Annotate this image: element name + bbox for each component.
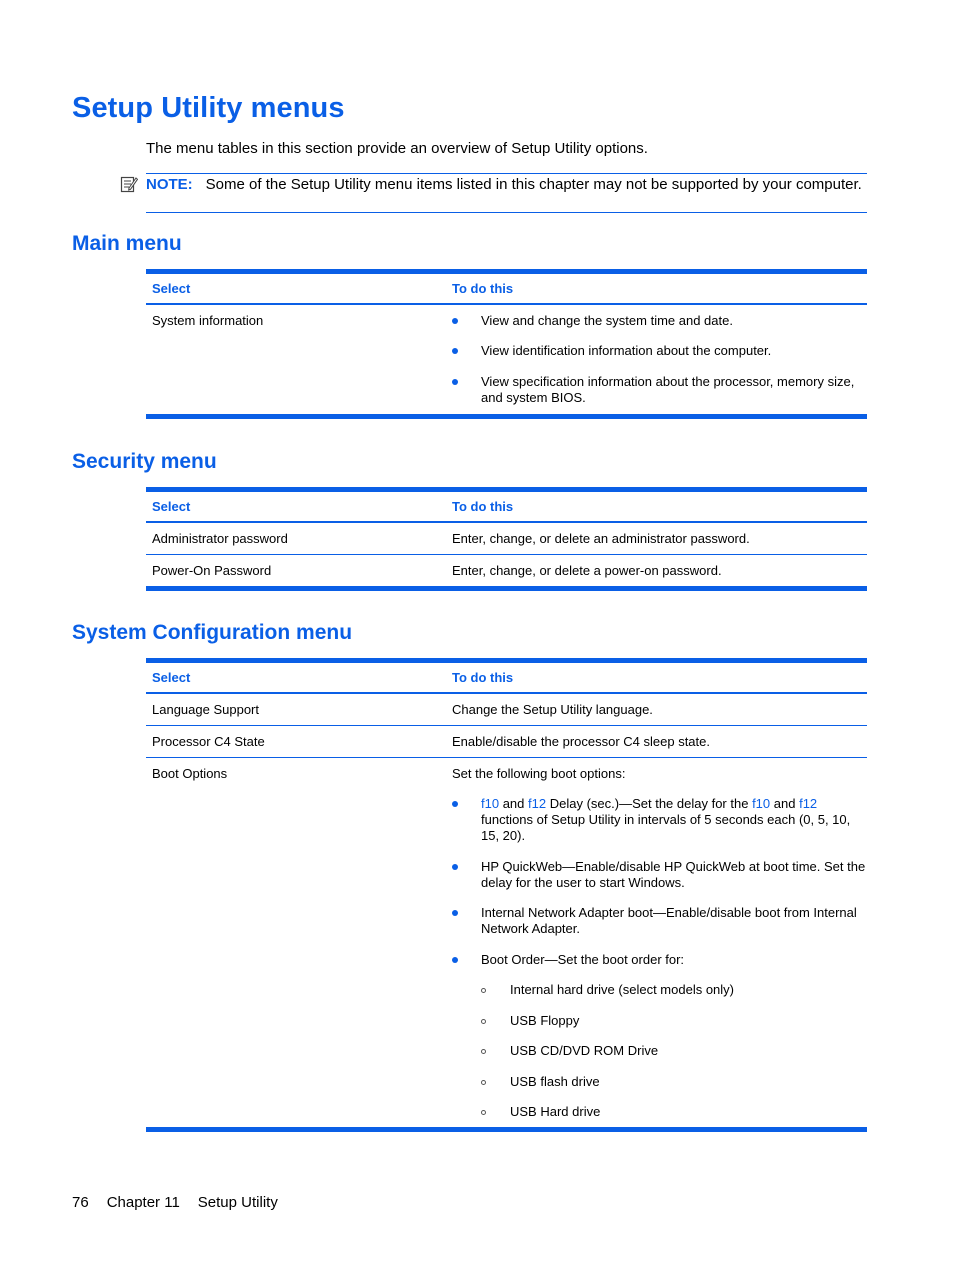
row-action: Enter, change, or delete a power-on password.: [452, 563, 722, 578]
table-row: [146, 758, 867, 1127]
list-item: [481, 1074, 867, 1090]
column-header-action: To do this: [452, 670, 514, 685]
sysconfig-menu-heading: System Configuration menu: [72, 621, 353, 644]
note-text: Some of the Setup Utility menu items listed in this chapter may not be supported by your computer.: [205, 176, 862, 193]
sub-bullet-icon: [481, 988, 486, 993]
intro-text: The menu tables in this section provide an overview of Setup Utility options.: [146, 140, 648, 157]
key-f12: f12: [528, 796, 547, 811]
list-item: [481, 1043, 867, 1059]
column-header-select: Select: [152, 281, 191, 296]
table-row: [146, 555, 867, 586]
row-select: Power-On Password: [152, 563, 272, 578]
table-row: [146, 523, 867, 555]
row-action: Enable/disable the processor C4 sleep state.: [452, 734, 710, 749]
list-item-text: Delay (sec.)—Set the delay for the: [549, 796, 749, 811]
list-item: [452, 905, 867, 937]
list-item-text: Boot Order—Set the boot order for:: [481, 952, 685, 967]
page-title: Setup Utility menus: [72, 92, 345, 124]
page-number: 76: [72, 1194, 89, 1211]
bullet-icon: [452, 379, 458, 385]
list-item: [452, 313, 867, 329]
boot-order-list: [481, 982, 867, 1120]
list-item-text: functions of Setup Utility in intervals of 5 seconds each (0, 5, 10, 15, 20).: [481, 812, 851, 843]
list-item: [452, 952, 867, 1120]
security-menu-heading: Security menu: [72, 450, 217, 473]
security-menu-table: [146, 487, 867, 591]
bullet-icon: [452, 910, 458, 916]
list-item-text: and: [773, 796, 796, 811]
list-item: [452, 374, 867, 406]
table-row: [146, 694, 867, 726]
row-select: Boot Options: [152, 766, 228, 781]
list-item: [452, 796, 867, 844]
list-item-text: HP QuickWeb—Enable/disable HP QuickWeb at boot time. Set the delay for the user to start Windows.: [481, 859, 866, 890]
column-header-action: To do this: [452, 281, 514, 296]
note-label: NOTE:: [146, 176, 193, 193]
bullet-icon: [452, 318, 458, 324]
row-action: [446, 305, 867, 414]
list-item-text: View and change the system time and date.: [481, 313, 733, 328]
column-header-select: Select: [152, 499, 191, 514]
row-action: [446, 758, 867, 1127]
list-item-text: Internal Network Adapter boot—Enable/disable boot from Internal Network Adapter.: [481, 905, 857, 936]
list-item-text: USB flash drive: [510, 1073, 600, 1089]
table-header: [146, 663, 867, 694]
sub-bullet-icon: [481, 1080, 486, 1085]
sub-bullet-icon: [481, 1049, 486, 1054]
list-item-text: Internal hard drive (select models only): [510, 982, 734, 997]
row-select: System information: [152, 313, 264, 328]
table-row: [146, 305, 867, 414]
bullet-icon: [452, 957, 458, 963]
bullet-icon: [452, 801, 458, 807]
key-f10: f10: [481, 796, 500, 811]
bullet-list: [452, 313, 867, 406]
bullet-icon: [452, 348, 458, 354]
bullet-list: [452, 796, 867, 1120]
list-item-text: View identification information about the computer.: [481, 343, 772, 358]
note-icon: [120, 175, 138, 193]
list-item: [452, 859, 867, 891]
row-select: Administrator password: [152, 531, 288, 546]
column-header-action: To do this: [452, 499, 514, 514]
table-row: [146, 726, 867, 758]
table-header: [146, 492, 867, 523]
list-item-text: USB Hard drive: [510, 1104, 601, 1119]
list-item: [481, 982, 867, 998]
main-menu-table: [146, 269, 867, 419]
row-action: Change the Setup Utility language.: [452, 702, 653, 717]
list-item-text: USB Floppy: [510, 1012, 580, 1028]
row-select: Processor C4 State: [152, 734, 265, 749]
sub-bullet-icon: [481, 1019, 486, 1024]
table-header: [146, 274, 867, 305]
key-f10: f10: [752, 796, 771, 811]
list-item: [481, 1104, 867, 1120]
sub-bullet-icon: [481, 1110, 486, 1115]
column-header-select: Select: [152, 670, 191, 685]
row-select: Language Support: [152, 702, 259, 717]
list-item: [481, 1013, 867, 1029]
footer-section: Setup Utility: [197, 1194, 278, 1211]
key-f12: f12: [799, 796, 818, 811]
bullet-icon: [452, 864, 458, 870]
row-action: Enter, change, or delete an administrator password.: [452, 531, 750, 546]
footer-chapter: Chapter 11: [106, 1194, 180, 1211]
page-footer: [72, 1194, 296, 1212]
main-menu-heading: Main menu: [72, 232, 182, 255]
list-item-text: USB CD/DVD ROM Drive: [510, 1043, 659, 1058]
list-item-text: and: [502, 796, 525, 811]
list-item: [452, 343, 867, 359]
sysconfig-menu-table: [146, 658, 867, 1132]
boot-options-intro: Set the following boot options:: [452, 766, 626, 781]
note-box: [146, 173, 867, 213]
list-item-text: View specification information about the processor, memory size, and system BIOS.: [481, 374, 855, 405]
